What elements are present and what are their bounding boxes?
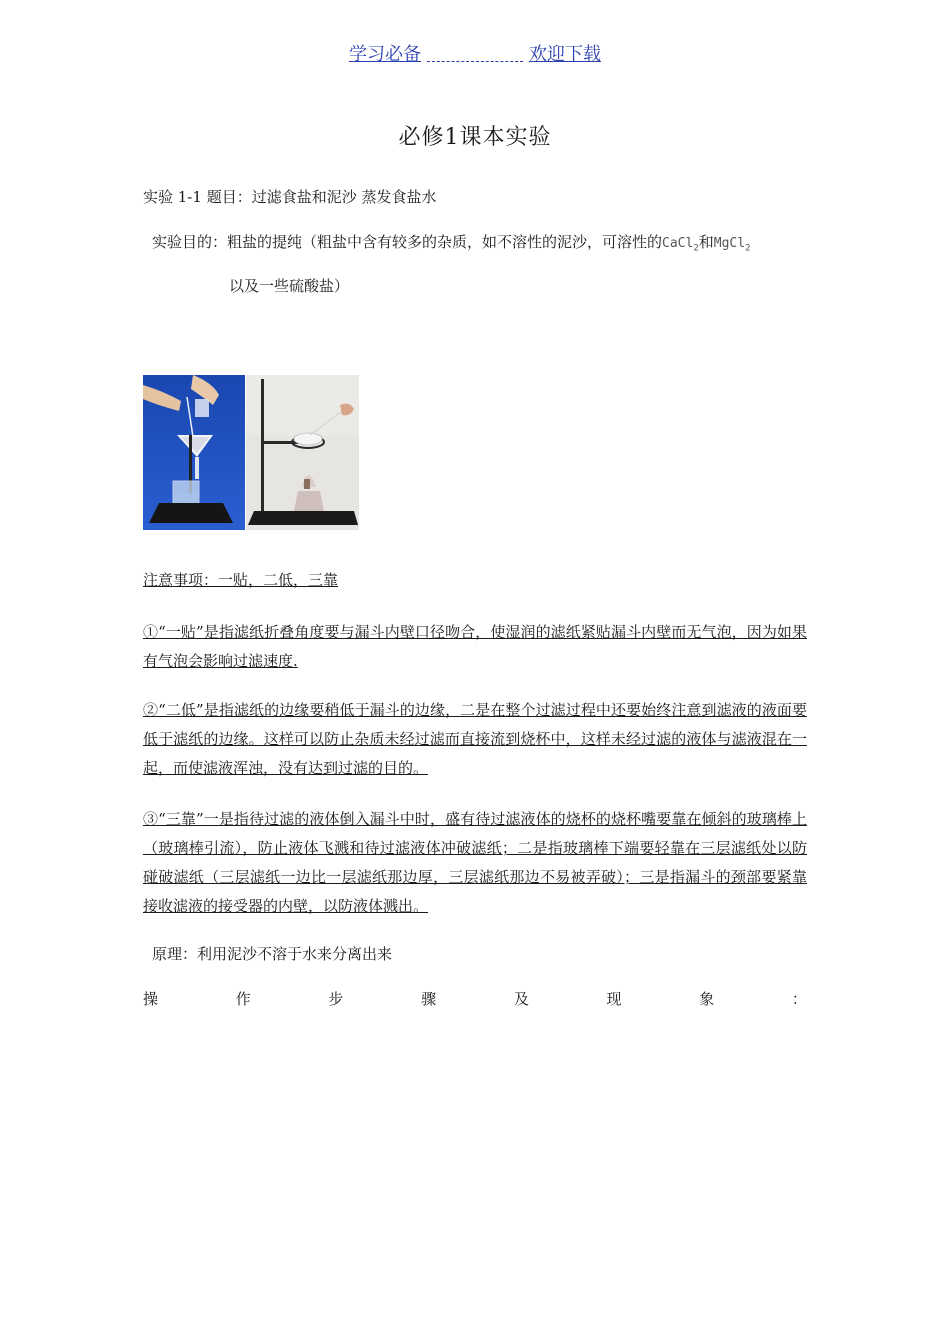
steps-char: 操 [143, 990, 159, 1008]
formula-mgcl2: MgCl$_2$ [713, 236, 751, 254]
steps-char: 步 [328, 990, 344, 1008]
and-text: 和 [698, 233, 714, 251]
evaporation-photo [246, 375, 359, 530]
note-paragraph-1: ①“一贴”是指滤纸折叠角度要与漏斗内壁口径吻合，使湿润的滤纸紧贴漏斗内壁而无气泡，因为如果有气泡会影响过滤速度. [143, 623, 807, 670]
filtration-photo [143, 375, 245, 530]
note-paragraph-3: ③“三靠”一是指待过滤的液体倒入漏斗中时，盛有待过滤液体的烧杯的烧杯嘴要靠在倾斜的玻璃棒上（玻璃棒引流），防止液体飞溅和待过滤液体冲破滤纸；二是指玻璃棒下端要轻靠在三层滤纸处以防碰破滤纸（三层滤纸一边比一层滤纸那边厚，三层滤纸那边不易被弄破）；三是指漏斗的颈部要紧靠接收滤液的接受器的内壁，以防液体溅出。 [143, 810, 807, 915]
steps-heading [143, 988, 807, 1009]
header-left-text: 学习必备 [349, 44, 421, 65]
experiment-heading: 实验 1-1 题目：过滤食盐和泥沙 蒸发食盐水 [143, 188, 437, 206]
experiment-purpose-line1 [152, 231, 751, 254]
steps-char: 骤 [421, 990, 437, 1008]
experiment-photos [143, 375, 359, 530]
notes-heading: 注意事项：一贴，二低，三靠 [143, 571, 339, 589]
formula-cacl2: CaCl$_2$ [662, 236, 699, 254]
steps-char: 现 [606, 990, 622, 1008]
header-right-text: 欢迎下载 [529, 44, 601, 65]
page-header [0, 40, 950, 66]
steps-char: 及 [513, 990, 529, 1008]
experiment-purpose-line2: 以及一些硫酸盐） [229, 277, 350, 295]
page-title: 必修1课本实验 [398, 125, 552, 150]
steps-char: 象 [699, 990, 715, 1008]
steps-char: ： [791, 990, 807, 1008]
steps-char: 作 [235, 990, 251, 1008]
header-dash-line [427, 61, 523, 62]
principle-text: 原理：利用泥沙不溶于水来分离出来 [152, 945, 393, 963]
note-paragraph-2: ②“二低”是指滤纸的边缘要稍低于漏斗的边缘，二是在整个过滤过程中还要始终注意到滤液的液面要低于滤纸的边缘。这样可以防止杂质未经过滤而直接流到烧杯中，这样未经过滤的液体与滤液混在一起，而使滤液浑浊，没有达到过滤的目的。 [143, 701, 807, 777]
purpose-text: 实验目的：粗盐的提纯（粗盐中含有较多的杂质，如不溶性的泥沙，可溶性的 [152, 233, 663, 251]
